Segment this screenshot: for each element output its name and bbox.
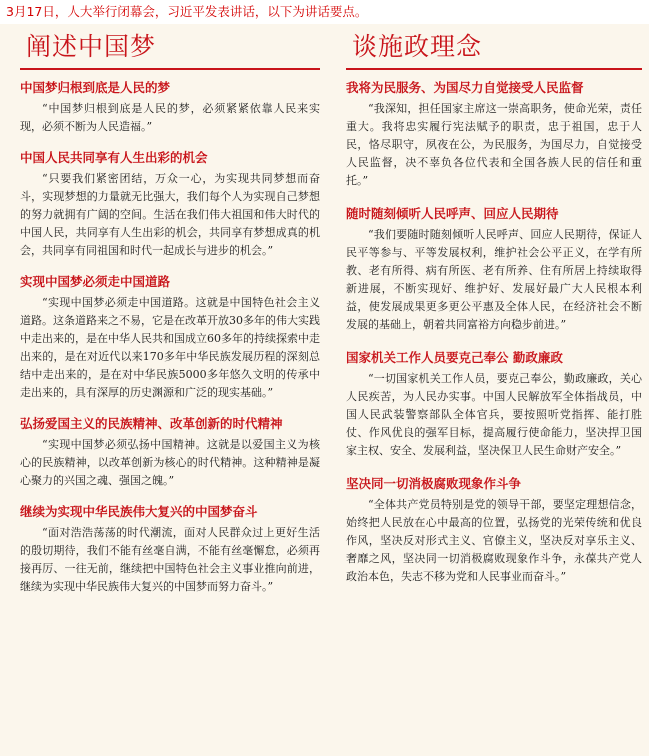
section-title: 弘扬爱国主义的民族精神、改革创新的时代精神	[20, 416, 283, 431]
right-column	[346, 30, 642, 602]
section-title: 继续为实现中华民族伟大复兴的中国梦奋斗	[20, 504, 258, 519]
left-column-title: 阐述中国梦	[26, 32, 157, 61]
section-title: 实现中国梦必须走中国道路	[20, 274, 171, 289]
section-title: 坚决同一切消极腐败现象作斗争	[346, 476, 522, 491]
section-body: “一切国家机关工作人员，要克己奉公，勤政廉政，关心人民疾苦，为人民办实事。中国人民解放军全体指战员，中国人民武装警察部队全体官兵，要按照听党指挥、能打胜仗、作风优良的强军目标，提高履行使命能力，坚决捍卫国家主权、安全、发展利益，坚决保卫人民生命财产安全。”	[346, 372, 642, 457]
section-body: “面对浩浩荡荡的时代潮流，面对人民群众过上更好生活的殷切期待，我们不能有丝毫自满，不能有丝毫懈怠，必须再接再厉、一往无前，继续把中国特色社会主义事业推向前进，继续为实现中华民族伟大复兴的中国梦而努力奋斗。”	[20, 526, 320, 593]
right-column-title: 谈施政理念	[352, 32, 483, 61]
left-column	[20, 30, 320, 610]
section-body: “全体共产党员特别是党的领导干部，要坚定理想信念，始终把人民放在心中最高的位置，弘扬党的光荣传统和优良作风，坚决反对形式主义、官僚主义，坚决反对享乐主义、奢靡之风，坚决同一切消极腐败现象作斗争，永葆共产党人政治本色，失志不移为党和人民事业而奋斗。”	[346, 498, 642, 583]
section-title: 国家机关工作人员要克己奉公 勤政廉政	[346, 350, 563, 365]
section-title: 随时随刻倾听人民呼声、回应人民期待	[346, 206, 559, 221]
section-title: 中国梦归根到底是人民的梦	[20, 80, 171, 95]
right-title-divider	[346, 68, 642, 70]
section-title: 我将为民服务、为国尽力自觉接受人民监督	[346, 80, 584, 95]
section-title: 中国人民共同享有人生出彩的机会	[20, 150, 208, 165]
section-body: “实现中国梦必须弘扬中国精神。这就是以爱国主义为核心的民族精神，以改革创新为核心的时代精神。这种精神是凝心聚力的兴国之魂、强国之魄。”	[20, 438, 320, 487]
section-body: “中国梦归根到底是人民的梦，必须紧紧依靠人民来实现，必须不断为人民造福。”	[20, 102, 320, 133]
section-body: “我深知，担任国家主席这一崇高职务，使命光荣，责任重大。我将忠实履行宪法赋予的职责，忠于祖国，忠于人民，恪尽职守，夙夜在公，为民服务，为国尽力，自觉接受人民监督，决不辜负各位代表和全国各族人民的信任和重托。”	[346, 102, 642, 187]
section-body: “只要我们紧密团结，万众一心，为实现共同梦想而奋斗，实现梦想的力量就无比强大，我们每个人为实现自己梦想的努力就拥有广阔的空间。生活在我们伟大祖国和伟大时代的中国人民，共同享有人生出彩的机会，共同享有梦想成真的机会，共同享有同祖国和时代一起成长与进步的机会。”	[20, 172, 320, 257]
left-title-divider	[20, 68, 320, 70]
header-banner: 3月17日，人大举行闭幕会，习近平发表讲话，以下为讲话要点。	[0, 0, 649, 24]
section-body: “实现中国梦必须走中国道路。这就是中国特色社会主义道路。这条道路来之不易，它是在改革开放30多年的伟大实践中走出来的，是在中华人民共和国成立60多年的持续探索中走出来的，是在对近代以来170多年中华民族发展历程的深刻总结中走出来的，是在对中华民族5000多年悠久文明的传承中走出来的，具有深厚的历史渊源和广泛的现实基础。”	[20, 296, 320, 399]
section-body: “我们要随时随刻倾听人民呼声、回应人民期待，保证人民平等参与、平等发展权利，维护社会公平正义，在学有所教、老有所得、病有所医、老有所养、住有所居上持续取得新进展，不断实现好、维护好、发展好最广大人民根本利益，使发展成果更多更公平惠及全体人民，在经济社会不断发展的基础上，朝着共同富裕方向稳步前进。”	[346, 228, 642, 331]
